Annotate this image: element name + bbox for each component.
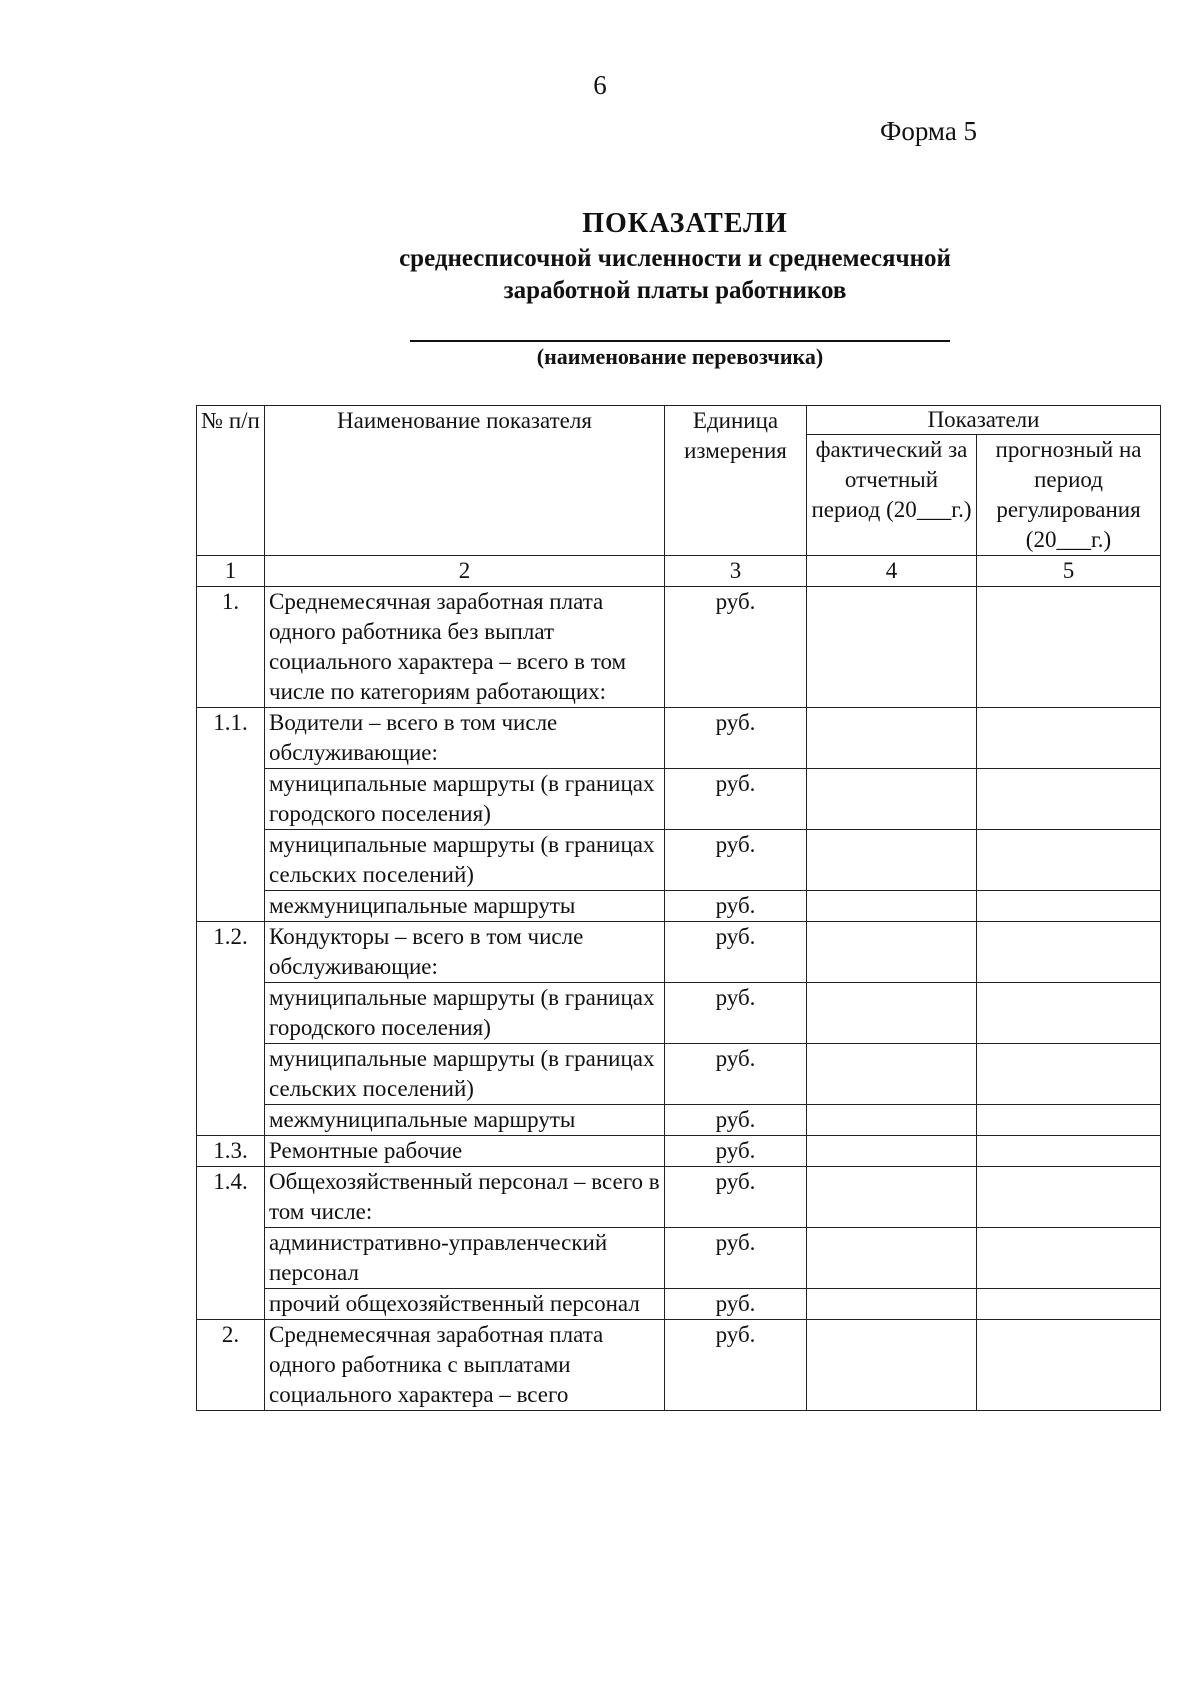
column-number: 4 (807, 556, 977, 587)
actual-value-cell[interactable] (807, 1044, 977, 1105)
column-number: 5 (977, 556, 1161, 587)
unit-cell: руб. (665, 983, 807, 1044)
unit-cell: руб. (665, 1228, 807, 1289)
row-number (197, 1289, 265, 1320)
unit-cell: руб. (665, 769, 807, 830)
forecast-value-cell[interactable] (977, 983, 1161, 1044)
forecast-value-cell[interactable] (977, 1167, 1161, 1228)
indicator-name: Общехозяйственный персонал – всего в том числе: (265, 1167, 665, 1228)
table-row (197, 1289, 1161, 1320)
form-label: Форма 5 (880, 116, 978, 146)
unit-cell: руб. (665, 1320, 807, 1411)
unit-cell: руб. (665, 1136, 807, 1167)
header-actual: фактический за отчетный период (20___г.) (807, 435, 977, 556)
table-row (197, 708, 1161, 769)
actual-value-cell[interactable] (807, 891, 977, 922)
header-indicators: Показатели (807, 406, 1161, 435)
table-row (197, 922, 1161, 983)
table-row (197, 983, 1161, 1044)
table-row (197, 1136, 1161, 1167)
subtitle-line-2: заработной платы работников (503, 277, 847, 304)
row-number (197, 1044, 265, 1105)
row-number (197, 1105, 265, 1136)
indicator-name: муниципальные маршруты (в границах городского поселения) (265, 983, 665, 1044)
row-number (197, 769, 265, 830)
actual-value-cell[interactable] (807, 922, 977, 983)
row-number: 1.1. (197, 708, 265, 769)
indicator-name: муниципальные маршруты (в границах сельских поселений) (265, 1044, 665, 1105)
actual-value-cell[interactable] (807, 1289, 977, 1320)
indicator-name: муниципальные маршруты (в границах сельских поселений) (265, 830, 665, 891)
row-number: 1.4. (197, 1167, 265, 1228)
column-number: 3 (665, 556, 807, 587)
table-row (197, 587, 1161, 708)
forecast-value-cell[interactable] (977, 1228, 1161, 1289)
column-number: 1 (197, 556, 265, 587)
subtitle-line-1: среднесписочной численности и среднемесячной (399, 245, 951, 272)
actual-value-cell[interactable] (807, 769, 977, 830)
actual-value-cell[interactable] (807, 830, 977, 891)
table-row (197, 1228, 1161, 1289)
row-number: 2. (197, 1320, 265, 1411)
carrier-caption: (наименование перевозчика) (536, 344, 824, 369)
unit-cell: руб. (665, 922, 807, 983)
page-title: ПОКАЗАТЕЛИ (582, 208, 788, 239)
forecast-value-cell[interactable] (977, 1105, 1161, 1136)
indicator-name: межмуниципальные маршруты (265, 891, 665, 922)
forecast-value-cell[interactable] (977, 708, 1161, 769)
table-row (197, 1044, 1161, 1105)
table-row (197, 830, 1161, 891)
indicator-name: административно-управленческий персонал (265, 1228, 665, 1289)
header-row-1 (197, 406, 1161, 435)
forecast-value-cell[interactable] (977, 1044, 1161, 1105)
row-number: 1.2. (197, 922, 265, 983)
unit-cell: руб. (665, 1044, 807, 1105)
unit-cell: руб. (665, 1167, 807, 1228)
table-body (197, 556, 1161, 1411)
column-numbers-row (197, 556, 1161, 587)
actual-value-cell[interactable] (807, 587, 977, 708)
forecast-value-cell[interactable] (977, 587, 1161, 708)
row-number: 1.3. (197, 1136, 265, 1167)
actual-value-cell[interactable] (807, 983, 977, 1044)
row-number (197, 830, 265, 891)
table-row (197, 1320, 1161, 1411)
unit-cell: руб. (665, 830, 807, 891)
unit-cell: руб. (665, 708, 807, 769)
actual-value-cell[interactable] (807, 1105, 977, 1136)
forecast-value-cell[interactable] (977, 891, 1161, 922)
forecast-value-cell[interactable] (977, 1136, 1161, 1167)
forecast-value-cell[interactable] (977, 1289, 1161, 1320)
unit-cell: руб. (665, 891, 807, 922)
page-subtitle (300, 243, 1050, 307)
table-row (197, 1105, 1161, 1136)
column-number: 2 (265, 556, 665, 587)
indicator-name: муниципальные маршруты (в границах городского поселения) (265, 769, 665, 830)
unit-cell: руб. (665, 587, 807, 708)
indicator-name: Среднемесячная заработная плата одного работника с выплатами социального характера – всего (265, 1320, 665, 1411)
indicators-table (196, 405, 1161, 1411)
row-number (197, 1228, 265, 1289)
table-row (197, 769, 1161, 830)
indicator-name: Ремонтные рабочие (265, 1136, 665, 1167)
indicator-name: прочий общехозяйственный персонал (265, 1289, 665, 1320)
forecast-value-cell[interactable] (977, 830, 1161, 891)
actual-value-cell[interactable] (807, 1228, 977, 1289)
forecast-value-cell[interactable] (977, 1320, 1161, 1411)
row-number (197, 983, 265, 1044)
unit-cell: руб. (665, 1289, 807, 1320)
header-name: Наименование показателя (265, 406, 665, 556)
header-num: № п/п (197, 406, 265, 556)
indicator-name: Среднемесячная заработная плата одного работника без выплат социального характера – всего в том числе по категориям работающих: (265, 587, 665, 708)
actual-value-cell[interactable] (807, 1320, 977, 1411)
indicator-name: межмуниципальные маршруты (265, 1105, 665, 1136)
page-number: 6 (593, 70, 607, 100)
header-unit: Единица измерения (665, 406, 807, 556)
actual-value-cell[interactable] (807, 1136, 977, 1167)
forecast-value-cell[interactable] (977, 922, 1161, 983)
unit-cell: руб. (665, 1105, 807, 1136)
carrier-name-line (410, 340, 950, 342)
forecast-value-cell[interactable] (977, 769, 1161, 830)
header-forecast: прогнозный на период регулирования (20___г.) (977, 435, 1161, 556)
row-number (197, 891, 265, 922)
indicator-name: Кондукторы – всего в том числе обслуживающие: (265, 922, 665, 983)
actual-value-cell[interactable] (807, 1167, 977, 1228)
indicator-name: Водители – всего в том числе обслуживающие: (265, 708, 665, 769)
actual-value-cell[interactable] (807, 708, 977, 769)
table-row (197, 891, 1161, 922)
row-number: 1. (197, 587, 265, 708)
table-row (197, 1167, 1161, 1228)
